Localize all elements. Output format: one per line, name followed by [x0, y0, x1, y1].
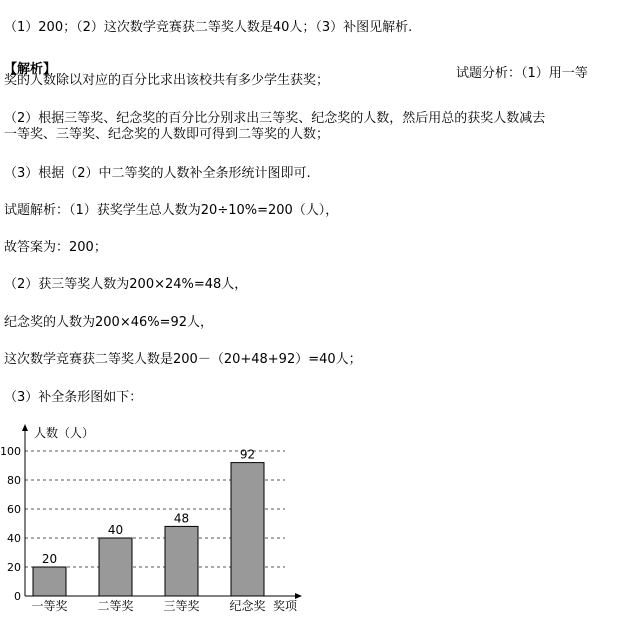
- y-axis-arrow: [22, 424, 28, 431]
- y-tick-label: 80: [7, 474, 21, 487]
- y-tick-label: 40: [7, 532, 21, 545]
- analysis-line-2b: 一等奖、三等奖、纪念奖的人数即可得到二等奖的人数；: [4, 127, 330, 142]
- analysis-line-1b: 奖的人数除以对应的百分比求出该校共有多少学生获奖；: [4, 73, 330, 88]
- solution-line-5: 这次数学竞赛获二等奖人数是200－（20+48+92）=40人；: [4, 352, 362, 367]
- y-tick-label: 60: [7, 503, 21, 516]
- y-tick-label: 20: [7, 561, 21, 574]
- bar-layer: [33, 463, 264, 596]
- y-axis-title: 人数（人）: [34, 426, 95, 440]
- solution-line-3: （2）获三等奖人数为200×24%=48人，: [4, 277, 248, 292]
- analysis-line-2a: （2）根据三等奖、纪念奖的百分比分别求出三等奖、纪念奖的人数，然后用总的获奖人数减去: [4, 111, 546, 126]
- analysis-line-3: （3）根据（2）中二等奖的人数补全条形统计图即可.: [4, 166, 311, 181]
- bar: [33, 567, 66, 596]
- bar: [165, 526, 198, 596]
- bar: [99, 538, 132, 596]
- solution-line-6: （3）补全条形图如下：: [4, 390, 143, 405]
- x-tick-label: 二等奖: [97, 599, 134, 613]
- solution-line-2: 故答案为：200；: [4, 240, 107, 255]
- analysis-label: 试题分析：（1）用一等: [456, 66, 588, 81]
- data-label: 40: [107, 523, 124, 537]
- y-tick-label: 100: [0, 445, 21, 458]
- x-tick-label: 纪念奖: [229, 599, 266, 613]
- bar-chart: [0, 420, 320, 620]
- bar: [231, 463, 264, 596]
- analysis-heading: 【解析】: [4, 62, 57, 77]
- x-axis-title: 奖项: [273, 599, 298, 613]
- solution-line-4: 纪念奖的人数为200×46%=92人，: [4, 315, 214, 330]
- data-label: 20: [41, 552, 58, 566]
- y-tick-label: 0: [14, 590, 21, 603]
- x-tick-label: 一等奖: [31, 599, 68, 613]
- data-label: 48: [173, 511, 190, 526]
- answer-line: （1）200；（2）这次数学竞赛获二等奖人数是40人；（3）补图见解析.: [4, 20, 413, 35]
- x-tick-label: 三等奖: [163, 599, 200, 613]
- data-label: 92: [239, 447, 256, 462]
- solution-line-1: 试题解析：（1）获奖学生总人数为20÷10%=200（人），: [4, 203, 339, 218]
